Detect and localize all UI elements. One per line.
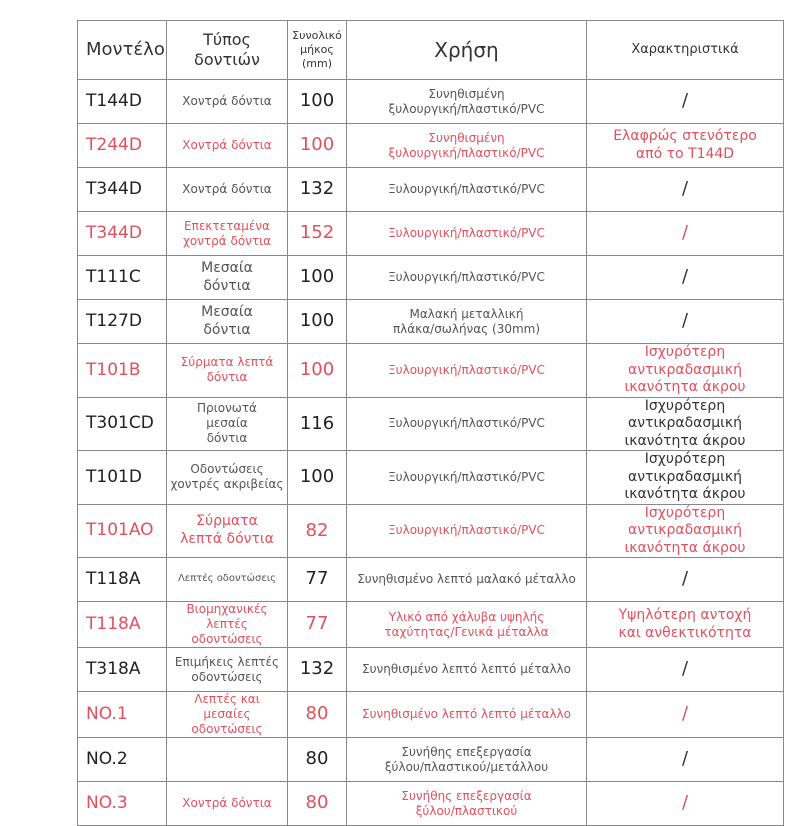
cell-line: ξύλου/πλαστικού bbox=[415, 803, 518, 818]
model-cell: T144D bbox=[78, 80, 167, 124]
cell-line: Ισχυρότερη bbox=[644, 344, 726, 360]
tooth-type-cell bbox=[167, 602, 288, 648]
tooth-type-cell bbox=[167, 782, 288, 826]
cell-line: Συνήθης επεξεργασία bbox=[401, 744, 532, 759]
features-cell bbox=[587, 738, 784, 782]
header-features: Χαρακτηριστικά bbox=[587, 21, 784, 80]
length-cell: 80 bbox=[288, 692, 347, 738]
model-cell: T244D bbox=[78, 124, 167, 168]
cell-line: οδοντώσεις bbox=[191, 632, 263, 646]
cell-line: δόντια bbox=[206, 431, 248, 446]
tooth-type-cell bbox=[167, 212, 288, 256]
use-cell bbox=[347, 738, 587, 782]
cell-line: Σύρματα bbox=[196, 513, 258, 530]
cell-line: δόντια bbox=[206, 370, 248, 385]
use-cell bbox=[347, 602, 587, 648]
table-row bbox=[78, 300, 784, 344]
features-cell bbox=[587, 451, 784, 505]
header-type: Τύπος δοντιών bbox=[167, 21, 288, 80]
length-cell: 100 bbox=[288, 124, 347, 168]
model-cell: T344D bbox=[78, 168, 167, 212]
cell-line: Ξυλουργική/πλαστικό/PVC bbox=[388, 416, 545, 431]
cell-line: ικανότητα άκρου bbox=[624, 432, 746, 449]
cell-line: αντικραδασμική bbox=[627, 361, 743, 378]
length-cell: 100 bbox=[288, 300, 347, 344]
cell-line: χοντρά δόντια bbox=[182, 233, 272, 248]
header-length: Συνολικό μήκος (mm) bbox=[288, 21, 347, 80]
cell-line: Σύρματα λεπτά bbox=[180, 355, 274, 370]
cell-line: Συνήθης επεξεργασία bbox=[401, 788, 532, 803]
use-cell bbox=[347, 256, 587, 300]
table-row bbox=[78, 782, 784, 826]
cell-line: / bbox=[681, 792, 689, 814]
length-cell: 100 bbox=[288, 344, 347, 398]
table-row bbox=[78, 168, 784, 212]
model-cell: T101B bbox=[78, 344, 167, 398]
model-cell: T111C bbox=[78, 256, 167, 300]
length-cell: 132 bbox=[288, 648, 347, 692]
table-row bbox=[78, 397, 784, 451]
features-cell bbox=[587, 782, 784, 826]
use-cell bbox=[347, 168, 587, 212]
table-row bbox=[78, 344, 784, 398]
model-cell: T101D bbox=[78, 451, 167, 505]
features-cell bbox=[587, 648, 784, 692]
use-cell bbox=[347, 504, 587, 558]
features-cell bbox=[587, 168, 784, 212]
cell-line: Λεπτές και bbox=[194, 692, 260, 706]
cell-line: και ανθεκτικότητα bbox=[618, 624, 752, 641]
use-cell bbox=[347, 344, 587, 398]
table-row bbox=[78, 80, 784, 124]
length-cell: 82 bbox=[288, 504, 347, 558]
cell-line: Μαλακή μεταλλική bbox=[409, 306, 524, 321]
features-cell bbox=[587, 80, 784, 124]
tooth-type-cell bbox=[167, 256, 288, 300]
cell-line: Υλικό από χάλυβα υψηλής bbox=[388, 609, 545, 624]
cell-line: Υψηλότερη αντοχή bbox=[618, 607, 752, 623]
table-row bbox=[78, 451, 784, 505]
cell-line: ικανότητα άκρου bbox=[624, 486, 746, 502]
cell-line: δόντια bbox=[203, 277, 251, 294]
cell-line: χοντρές ακριβείας bbox=[170, 477, 284, 492]
length-cell: 80 bbox=[288, 738, 347, 782]
cell-line: Συνηθισμένο λεπτό μαλακό μέταλλο bbox=[357, 572, 576, 586]
features-cell bbox=[587, 344, 784, 398]
table-row bbox=[78, 558, 784, 602]
cell-line: αντικραδασμική bbox=[627, 522, 743, 538]
length-cell: 132 bbox=[288, 168, 347, 212]
table-row bbox=[78, 124, 784, 168]
table-row bbox=[78, 256, 784, 300]
cell-line: Ξυλουργική/πλαστικό/PVC bbox=[388, 182, 545, 196]
cell-line: / bbox=[681, 266, 689, 288]
model-cell: NO.2 bbox=[78, 738, 167, 782]
length-cell: 100 bbox=[288, 256, 347, 300]
features-cell bbox=[587, 256, 784, 300]
use-cell bbox=[347, 300, 587, 344]
model-cell: T344D bbox=[78, 212, 167, 256]
features-cell bbox=[587, 212, 784, 256]
tooth-type-cell bbox=[167, 124, 288, 168]
tooth-type-cell bbox=[167, 558, 288, 602]
cell-line: Μεσαία bbox=[201, 304, 253, 320]
cell-line: Χοντρά δόντια bbox=[182, 138, 272, 152]
cell-line: ξυλουργική/πλαστικό/PVC bbox=[388, 101, 545, 116]
cell-line: Ξυλουργική/πλαστικό/PVC bbox=[388, 469, 545, 484]
table-row bbox=[78, 738, 784, 782]
length-cell: 77 bbox=[288, 602, 347, 648]
cell-line: Ισχυρότερη bbox=[644, 504, 726, 521]
saw-blade-table bbox=[77, 20, 784, 826]
features-cell bbox=[587, 602, 784, 648]
table-row bbox=[78, 648, 784, 692]
cell-line: Επιμήκεις λεπτές bbox=[174, 654, 280, 669]
cell-line: Οδοντώσεις bbox=[190, 462, 264, 477]
cell-line: Μεσαία bbox=[201, 260, 253, 276]
features-cell bbox=[587, 504, 784, 558]
cell-line: ικανότητα άκρου bbox=[624, 539, 746, 556]
cell-line: Ξυλουργική/πλαστικό/PVC bbox=[388, 226, 545, 240]
use-cell bbox=[347, 648, 587, 692]
cell-line: Ξυλουργική/πλαστικό/PVC bbox=[388, 270, 545, 284]
table-row bbox=[78, 602, 784, 648]
cell-line: μεσαία bbox=[206, 416, 248, 431]
use-cell bbox=[347, 451, 587, 505]
cell-line: ικανότητα άκρου bbox=[624, 379, 746, 395]
cell-line: Χοντρά δόντια bbox=[182, 94, 272, 108]
cell-line: Πριονωτά bbox=[197, 401, 257, 416]
cell-line: / bbox=[681, 310, 689, 332]
cell-line: λεπτά δόντια bbox=[180, 530, 274, 547]
model-cell: T118A bbox=[78, 558, 167, 602]
features-cell bbox=[587, 558, 784, 602]
table-row bbox=[78, 692, 784, 738]
model-cell: T318A bbox=[78, 648, 167, 692]
cell-line: Χοντρά δόντια bbox=[182, 796, 272, 810]
cell-line: Συνηθισμένο λεπτό λεπτό μέταλλο bbox=[361, 707, 571, 721]
tooth-type-cell bbox=[167, 738, 288, 782]
length-cell: 116 bbox=[288, 397, 347, 451]
tooth-type-cell bbox=[167, 692, 288, 738]
cell-line: Βιομηχανικές bbox=[186, 602, 268, 616]
length-cell: 77 bbox=[288, 558, 347, 602]
tooth-type-cell bbox=[167, 504, 288, 558]
use-cell bbox=[347, 692, 587, 738]
cell-line: ταχύτητας/Γενικά μέταλλα bbox=[384, 624, 549, 639]
cell-line: Συνηθισμένη bbox=[428, 130, 505, 145]
tooth-type-cell bbox=[167, 648, 288, 692]
cell-line: Συνηθισμένη bbox=[428, 86, 505, 101]
cell-line: Ξυλουργική/πλαστικό/PVC bbox=[388, 362, 545, 377]
header-model: Μοντέλο bbox=[78, 21, 167, 80]
tooth-type-cell bbox=[167, 397, 288, 451]
use-cell bbox=[347, 558, 587, 602]
length-cell: 80 bbox=[288, 782, 347, 826]
cell-line: / bbox=[681, 703, 689, 725]
model-cell: T101AO bbox=[78, 504, 167, 558]
cell-line: οδοντώσεις bbox=[191, 669, 263, 684]
cell-line: / bbox=[681, 748, 689, 770]
cell-line: από το T144D bbox=[635, 145, 735, 162]
cell-line: οδοντώσεις bbox=[191, 722, 263, 736]
model-cell: T301CD bbox=[78, 397, 167, 451]
header-use: Χρήση bbox=[347, 21, 587, 80]
cell-line: λεπτές bbox=[206, 617, 248, 631]
cell-line: Ισχυρότερη bbox=[644, 397, 726, 414]
tooth-type-cell bbox=[167, 300, 288, 344]
use-cell bbox=[347, 397, 587, 451]
cell-line: / bbox=[681, 568, 689, 590]
features-cell bbox=[587, 124, 784, 168]
cell-line: Ισχυρότερη bbox=[644, 451, 726, 467]
features-cell bbox=[587, 300, 784, 344]
cell-line: Λεπτές οδοντώσεις bbox=[177, 573, 277, 585]
header-row bbox=[78, 21, 784, 80]
tooth-type-cell bbox=[167, 80, 288, 124]
cell-line: δόντια bbox=[203, 321, 251, 338]
model-cell: NO.1 bbox=[78, 692, 167, 738]
cell-line: αντικραδασμική bbox=[627, 468, 743, 485]
length-cell: 100 bbox=[288, 80, 347, 124]
use-cell bbox=[347, 80, 587, 124]
features-cell bbox=[587, 692, 784, 738]
model-cell: T118A bbox=[78, 602, 167, 648]
table-row bbox=[78, 504, 784, 558]
cell-line: ξύλου/πλαστικού/μετάλλου bbox=[384, 759, 549, 774]
table-row bbox=[78, 212, 784, 256]
cell-line: Ξυλουργική/πλαστικό/PVC bbox=[388, 523, 545, 538]
cell-line: / bbox=[681, 90, 689, 112]
length-cell: 100 bbox=[288, 451, 347, 505]
cell-line: ξυλουργική/πλαστικό/PVC bbox=[388, 145, 545, 160]
cell-line: Χοντρά δόντια bbox=[182, 182, 272, 196]
model-cell: NO.3 bbox=[78, 782, 167, 826]
use-cell bbox=[347, 782, 587, 826]
cell-line: Επεκτεταμένα bbox=[184, 218, 270, 233]
use-cell bbox=[347, 212, 587, 256]
tooth-type-cell bbox=[167, 168, 288, 212]
table-body bbox=[78, 80, 784, 826]
cell-line: Ελαφρώς στενότερο bbox=[613, 128, 757, 144]
cell-line: Συνηθισμένο λεπτό λεπτό μέταλλο bbox=[361, 662, 571, 676]
features-cell bbox=[587, 397, 784, 451]
cell-line: / bbox=[681, 178, 689, 200]
cell-line: μεσαίες bbox=[203, 707, 251, 721]
use-cell bbox=[347, 124, 587, 168]
length-cell: 152 bbox=[288, 212, 347, 256]
cell-line: / bbox=[681, 658, 689, 680]
tooth-type-cell bbox=[167, 451, 288, 505]
tooth-type-cell bbox=[167, 344, 288, 398]
cell-line: αντικραδασμική bbox=[627, 415, 743, 431]
cell-line: πλάκα/σωλήνας (30mm) bbox=[392, 321, 541, 336]
cell-line: / bbox=[681, 222, 689, 244]
model-cell: T127D bbox=[78, 300, 167, 344]
